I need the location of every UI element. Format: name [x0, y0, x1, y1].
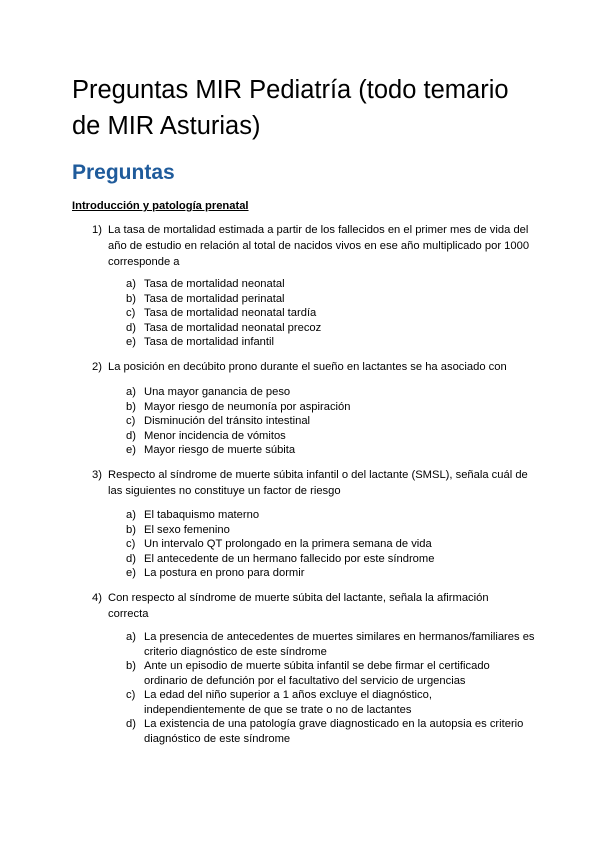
option-text: Tasa de mortalidad infantil — [144, 336, 274, 348]
answer-option — [126, 717, 536, 746]
answer-option — [126, 335, 536, 350]
option-text: Tasa de mortalidad perinatal — [144, 292, 285, 305]
option-letter: a) — [126, 509, 136, 521]
question-1 — [92, 222, 532, 270]
answer-option — [126, 508, 536, 523]
option-text: El tabaquismo materno — [144, 509, 260, 521]
option-letter: d) — [126, 429, 136, 442]
option-text: Mayor riesgo de neumonía por aspiración — [144, 400, 351, 413]
option-text: Tasa de mortalidad neonatal — [144, 278, 285, 290]
question-1-options — [126, 277, 536, 350]
option-text: La postura en prono para dormir — [144, 567, 305, 579]
option-letter: c) — [126, 307, 136, 319]
option-text: El antecedente de un hermano fallecido por este síndrome — [144, 552, 435, 565]
option-text: Tasa de mortalidad neonatal precoz — [144, 321, 322, 334]
answer-option — [126, 414, 536, 429]
question-2 — [92, 359, 532, 375]
question-3-options — [126, 508, 536, 581]
option-letter: e) — [126, 336, 136, 348]
answer-option — [126, 292, 536, 307]
option-letter: b) — [126, 660, 136, 672]
option-letter: a) — [126, 631, 136, 643]
option-letter: e) — [126, 444, 136, 456]
option-letter: d) — [126, 321, 136, 334]
answer-option — [126, 321, 536, 336]
answer-option — [126, 552, 536, 567]
question-text: La posición en decúbito prono durante el sueño en lactantes se ha asociado con — [108, 361, 507, 373]
option-letter: b) — [126, 400, 136, 413]
option-letter: d) — [126, 552, 136, 565]
option-letter: c) — [126, 689, 136, 701]
answer-option — [126, 523, 536, 538]
option-letter: b) — [126, 523, 136, 536]
question-text: Con respecto al síndrome de muerte súbita del lactante, señala la afirmación correcta — [108, 592, 489, 620]
subsection-heading: Introducción y patología prenatal — [72, 200, 249, 212]
option-text: Ante un episodio de muerte súbita infantil se debe firmar el certificado ordinario de defunción por el facultativo del servicio de urgencias — [144, 660, 490, 687]
option-text: Disminución del tránsito intestinal — [144, 415, 311, 427]
answer-option — [126, 537, 536, 552]
answer-option — [126, 630, 536, 659]
option-text: Mayor riesgo de muerte súbita — [144, 444, 296, 456]
question-text: Respecto al síndrome de muerte súbita infantil o del lactante (SMSL), señala cuál de las siguientes no constituye un factor de riesgo — [108, 469, 528, 497]
answer-option — [126, 566, 536, 581]
option-letter: a) — [126, 386, 136, 398]
question-3 — [92, 467, 532, 499]
option-letter: c) — [126, 415, 136, 427]
answer-option — [126, 400, 536, 415]
answer-option — [126, 277, 536, 292]
option-text: La presencia de antecedentes de muertes similares en hermanos/familiares es criterio diagnóstico de este síndrome — [144, 631, 535, 658]
section-heading: Preguntas — [72, 161, 175, 184]
option-text: Menor incidencia de vómitos — [144, 429, 286, 442]
option-letter: d) — [126, 718, 136, 730]
answer-option — [126, 688, 536, 717]
answer-option — [126, 429, 536, 444]
option-letter: a) — [126, 278, 136, 290]
option-text: Un intervalo QT prolongado en la primera semana de vida — [144, 538, 432, 550]
question-number: 4) — [92, 592, 102, 604]
option-text: El sexo femenino — [144, 523, 230, 536]
option-text: La edad del niño superior a 1 años excluye el diagnóstico, independientemente de que se trate o no de lactantes — [144, 689, 432, 716]
answer-option — [126, 443, 536, 458]
answer-option — [126, 385, 536, 400]
question-number: 2) — [92, 361, 102, 373]
question-4 — [92, 590, 532, 622]
option-letter: b) — [126, 292, 136, 305]
option-letter: c) — [126, 538, 136, 550]
answer-option — [126, 659, 536, 688]
option-text: La existencia de una patología grave diagnosticado en la autopsia es criterio diagnóstico de este síndrome — [144, 718, 524, 745]
option-text: Tasa de mortalidad neonatal tardía — [144, 307, 317, 319]
document-title: Preguntas MIR Pediatría (todo temario de MIR Asturias) — [72, 76, 509, 140]
question-4-options — [126, 630, 536, 746]
option-text: Una mayor ganancia de peso — [144, 386, 291, 398]
option-letter: e) — [126, 567, 136, 579]
question-text: La tasa de mortalidad estimada a partir de los fallecidos en el primer mes de vida del año de estudio en relación al total de nacidos vivos en ese año multiplicado por 1000 corresponde a — [108, 224, 530, 268]
question-number: 3) — [92, 469, 102, 481]
question-number: 1) — [92, 224, 102, 236]
question-2-options — [126, 385, 536, 458]
answer-option — [126, 306, 536, 321]
